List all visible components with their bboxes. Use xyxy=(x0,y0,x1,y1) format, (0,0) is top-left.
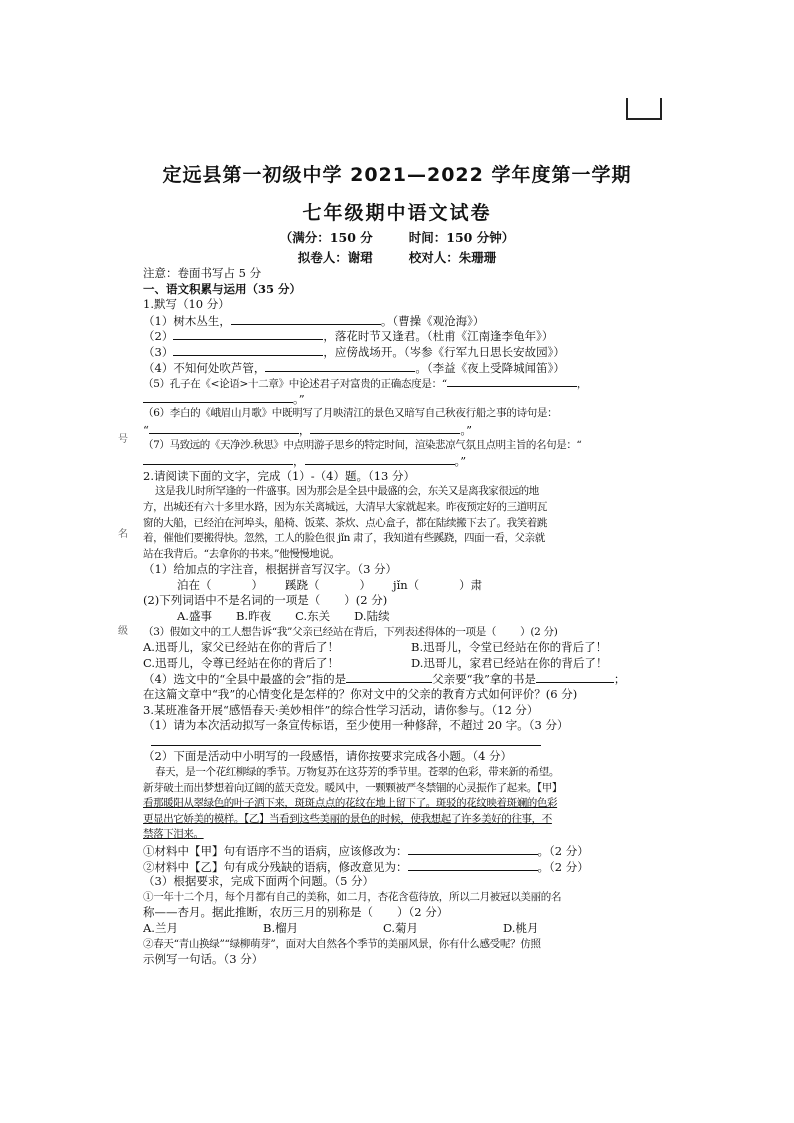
binding-corner-mark xyxy=(626,98,662,120)
sub-question: （2）下面是活动中小明写的一段感悟，请你按要求完成各小题。（4 分） xyxy=(143,749,513,764)
answer-blank[interactable] xyxy=(447,375,577,387)
answer-blank[interactable] xyxy=(310,422,460,434)
proofreader: 校对人：朱珊珊 xyxy=(408,250,497,265)
authors-line xyxy=(0,248,794,266)
recite-item: （4）不知何处吹芦管， 。（李益《夜上受降城闻笛》） xyxy=(143,360,565,375)
passage-line: 窗的大船，已经泊在河埠头，船椅、饭菜、茶炊、点心盒子，都在陆续搬下去了。我笑着跳 xyxy=(143,516,547,529)
recite-item: （1）树木丛生， 。（曹操《观沧海》） xyxy=(143,313,485,328)
options-row: A.盛事 B.昨夜 C.东关 D.陆续 xyxy=(177,609,390,624)
recite-item-cont: “ ， 。” xyxy=(143,422,473,437)
options-row: A.兰月 B.榴月 C.菊月 D.桃月 xyxy=(143,920,539,935)
setter: 拟卷人：谢珺 xyxy=(297,250,373,265)
margin-mark-number: 号 xyxy=(118,434,128,445)
margin-mark-class: 级 xyxy=(118,626,128,637)
recite-item: （2） ，落花时节又逢君。（杜甫《江南逢李龟年》） xyxy=(143,329,554,344)
passage-line: 方，出城还有六十多里水路，因为东关离城远，大清早大家就起来。昨夜预定好的三道明瓦 xyxy=(143,500,547,513)
answer-blank[interactable] xyxy=(231,313,381,325)
passage-line: 着，催他们要搬得快。忽然，工人的脸色很 jǐn 肃了，我知道有些蹊跷，四面一看，父亲就 xyxy=(143,532,545,545)
sub-question: ②春天“青山换绿”“绿柳萌芽”，面对大自然各个季节的美丽风景，你有什么感受呢？仿照 xyxy=(143,937,541,950)
answer-blank[interactable] xyxy=(143,453,293,465)
sub-question: （1）给加点的字注音，根据拼音写汉字。（3 分） xyxy=(143,562,398,577)
answer-blank[interactable] xyxy=(149,422,299,434)
sub-question: 称——杏月。据此推断，农历三月的别称是（ ）（2 分） xyxy=(143,905,449,920)
options-row: A.迅哥儿，家父已经站在你的背后了！ B.迅哥儿，令堂已经站在你的背后了！ xyxy=(143,640,608,655)
passage-line: 站在我背后。“去拿你的书来。”他慢慢地说。 xyxy=(143,547,340,560)
question-heading: 2.请阅读下面的文字，完成（1）-（4）题。（13 分） xyxy=(143,468,416,483)
question-heading: 3.某班准备开展“感悟春天·美妙相伴”的综合性学习活动，请你参与。（12 分） xyxy=(143,702,539,717)
passage-line: 新芽破土而出梦想着向辽阔的蓝天竞发。暖风中，一颗颗被严冬禁锢的心灵振作了起来。【甲】 xyxy=(143,781,562,794)
answer-blank[interactable] xyxy=(143,391,293,403)
exam-time: 时间：150 分钟） xyxy=(408,230,515,245)
sub-question: (2)下列词语中不是名词的一项是（ ）(2 分) xyxy=(143,593,388,608)
sub-question: ①材料中【甲】句有语序不当的语病，应该修改为： 。（2 分） xyxy=(143,843,589,858)
passage-line: 禁落下泪来。 xyxy=(143,828,204,841)
answer-blank[interactable] xyxy=(346,671,432,683)
sub-question: ②材料中【乙】句有成分残缺的语病，修改意见为： 。（2 分） xyxy=(143,859,589,874)
answer-line xyxy=(143,734,665,750)
options-row: C.迅哥儿，令尊已经站在你的背后了！ D.迅哥儿，家君已经站在你的背后了！ xyxy=(143,655,608,670)
passage-line: 更显出它娇美的模样。【乙】当看到这些美丽的景色的时候，使我想起了许多美好的往事，不 xyxy=(143,812,552,825)
sub-question: 示例写一句话。（3 分） xyxy=(143,952,264,967)
full-score: （满分：150 分 xyxy=(279,230,373,245)
sub-question: （3）根据要求，完成下面两个问题。（5 分） xyxy=(143,874,375,889)
passage-line: 看那暖阳从翠绿色的叶子洒下来，斑斑点点的花纹在地上留下了。斑驳的花纹映着斑斓的色彩 xyxy=(143,797,558,810)
answer-blank[interactable] xyxy=(408,859,538,871)
margin-mark-name: 名 xyxy=(118,529,128,540)
sub-question: （4）选文中的“全县中最盛的会”指的是 父亲要“我”拿的书是 ； xyxy=(143,672,626,687)
sub-question: （1）请为本次活动拟写一条宣传标语，至少使用一种修辞，不超过 20 字。（3 分） xyxy=(143,718,569,733)
exam-body xyxy=(143,266,665,968)
section-heading: 一、语文积累与运用（35 分） xyxy=(143,281,302,296)
recite-item-cont: 。” xyxy=(143,391,665,407)
recite-item-cont: ， 。” xyxy=(143,453,665,469)
answer-blank[interactable] xyxy=(536,671,614,683)
score-time-line xyxy=(0,228,794,246)
recite-item: （7）马致远的《天净沙.秋思》中点明游子思乡的特定时间，渲染悲凉气氛且点明主旨的名句是：“ xyxy=(143,438,582,451)
sub-question: 在这篇文章中“我”的心情变化是怎样的？你对文中的父亲的教育方式如何评价？(6 分) xyxy=(143,687,578,702)
answer-blank[interactable] xyxy=(265,360,415,372)
note: 注意：卷面书写占 5 分 xyxy=(143,266,262,280)
answer-blank[interactable] xyxy=(408,843,538,855)
answer-blank[interactable] xyxy=(173,344,323,356)
passage-line: 春天，是一个花红柳绿的季节。万物复苏在这芬芳的季节里。苍翠的色彩，带来新的希望。 xyxy=(155,766,559,778)
sub-question: （3）假如文中的工人想告诉“我”父亲已经站在背后，下列表述得体的一项是（ ）(2 分) xyxy=(143,625,558,638)
answer-blank[interactable] xyxy=(305,453,455,465)
recite-item: （5）孔子在《<论语>十二章》中论述君子对富贵的正确态度是：“ ， xyxy=(143,375,665,391)
exam-title: 七年级期中语文试卷 xyxy=(302,202,492,224)
question-heading: 1.默写（10 分） xyxy=(143,297,230,312)
passage-line: 这是我儿时所罕逢的一件盛事。因为那会是全县中最盛的会，东关又是离我家很远的地 xyxy=(155,485,539,498)
sub-question: ①一年十二个月，每个月都有自己的美称，如二月，杏花含苞待放，所以二月被冠以美丽的名 xyxy=(143,890,562,903)
answer-blank[interactable] xyxy=(151,734,541,746)
recite-item: （3） ，应傍战场开。（岑参《行军九日思长安故园》） xyxy=(143,344,565,359)
recite-item: （6）李白的《峨眉山月歌》中既明写了月映清江的景色又暗写自己秋夜行船之事的诗句是： xyxy=(143,407,558,420)
school-title: 定远县第一初级中学 2021—2022 学年度第一学期 xyxy=(162,164,632,186)
answer-blank[interactable] xyxy=(173,328,323,340)
pinyin-row: 泊在（ ） 蹊跷（ ） jǐn（ ）肃 xyxy=(177,577,483,592)
